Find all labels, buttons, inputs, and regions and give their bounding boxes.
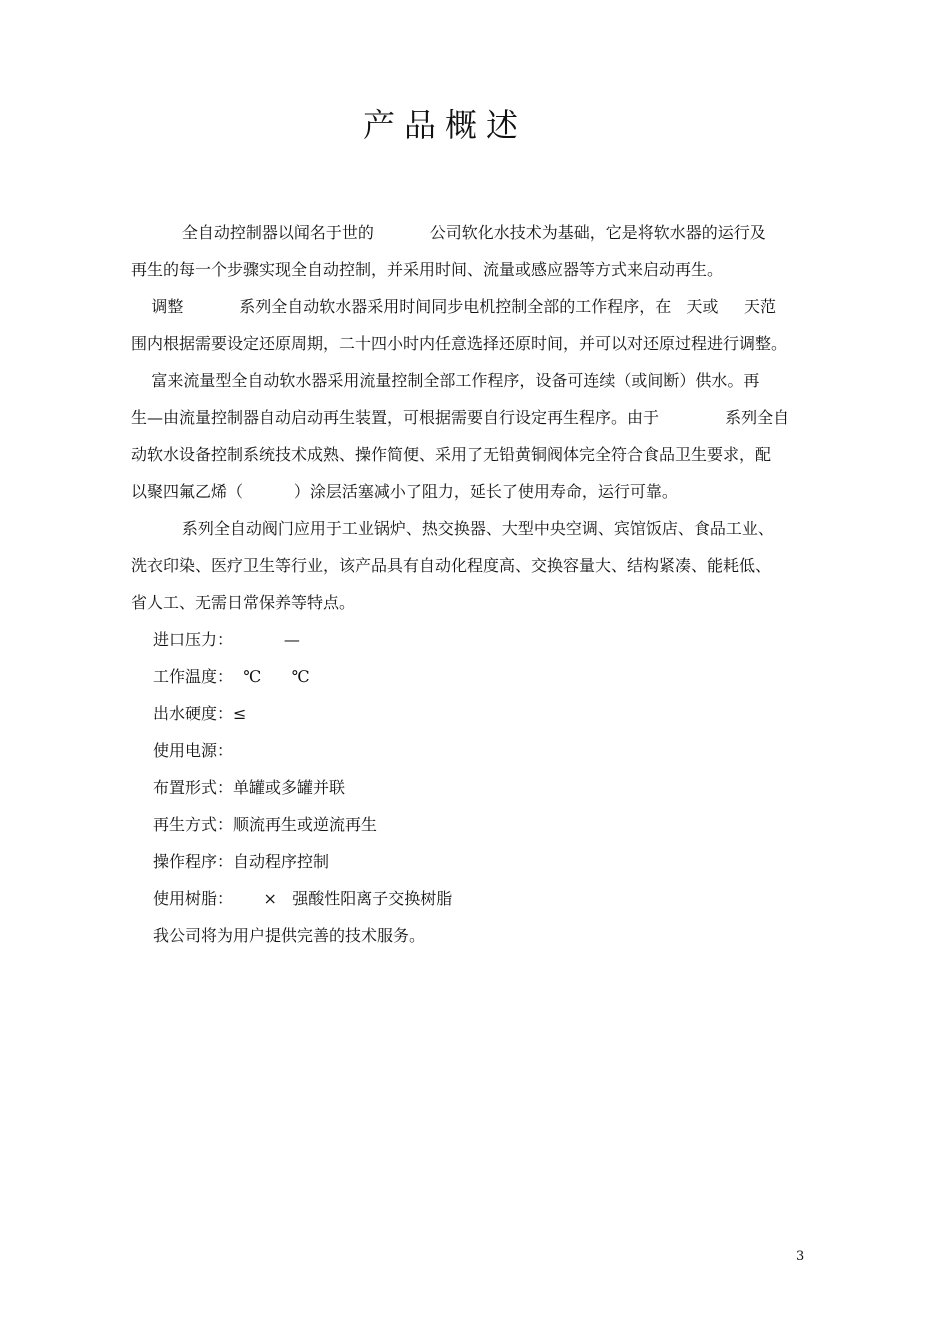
document-body [131,214,811,954]
spec-item-inlet-pressure [131,621,811,658]
paragraph-line: 围内根据需要设定还原周期，二十四小时内任意选择还原时间，并可以对还原过程进行调整。 [131,334,788,353]
paragraph-line: 全自动控制器以闻名于世的 公司软化水技术为基础，它是将软水器的运行及 [131,223,766,242]
spec-label: 出水硬度： [153,704,234,723]
spec-item-working-temperature [131,658,811,695]
spec-label: 进口压力： [153,630,234,649]
spec-item-power-supply [131,732,811,769]
spec-item-resin [131,880,811,917]
page-number: 3 [796,1249,805,1264]
paragraph-time-control [131,288,811,362]
paragraph-line: 动软水设备控制系统技术成熟、操作简便、采用了无铅黄铜阀体完全符合食品卫生要求，配 [131,445,772,464]
spec-item-arrangement [131,769,811,806]
paragraph-line: 再生的每一个步骤实现全自动控制，并采用时间、流量或感应器等方式来启动再生。 [131,260,724,279]
spec-label: 工作温度： [153,667,234,686]
closing-statement: 我公司将为用户提供完善的技术服务。 [153,926,426,945]
paragraph-line: 生—由流量控制器自动启动再生装置，可根据需要自行设定再生程序。由于 系列全自 [131,408,790,427]
paragraph-line: 以聚四氟乙烯（ ）涂层活塞减小了阻力，延长了使用寿命，运行可靠。 [131,482,678,501]
paragraph-line: 系列全自动阀门应用于工业锅炉、热交换器、大型中央空调、宾馆饭店、食品工业、 [131,519,774,538]
spec-label: 使用电源： [153,741,234,760]
spec-value: × 强酸性阳离子交换树脂 [233,889,453,908]
paragraph-line: 洗衣印染、医疗卫生等行业，该产品具有自动化程度高、交换容量大、结构紧凑、能耗低、 [131,556,772,575]
spec-value: ℃ ℃ [233,667,310,686]
spec-item-regeneration-mode [131,806,811,843]
spec-value: ≤ [233,704,247,723]
paragraph-applications [131,510,811,621]
spec-label: 操作程序： [153,852,234,871]
spec-item-outlet-hardness [131,695,811,732]
spec-label: 使用树脂： [153,889,234,908]
spec-value: 顺流再生或逆流再生 [233,815,378,834]
spec-value: 单罐或多罐并联 [233,778,346,797]
spec-value: — [233,630,300,649]
spec-value: 自动程序控制 [233,852,330,871]
page-title: 产品概述 [362,106,527,144]
paragraph-line: 调整 系列全自动软水器采用时间同步电机控制全部的工作程序，在 天或 天范 [131,297,776,316]
spec-list [131,621,811,917]
paragraph-flow-control [131,362,811,510]
spec-label: 布置形式： [153,778,234,797]
spec-label: 再生方式： [153,815,234,834]
paragraph-controller-intro [131,214,811,288]
paragraph-line: 省人工、无需日常保养等特点。 [131,593,356,612]
paragraph-line: 富来流量型全自动软水器采用流量控制全部工作程序，设备可连续（或间断）供水。再 [131,371,760,390]
spec-item-operation-program [131,843,811,880]
